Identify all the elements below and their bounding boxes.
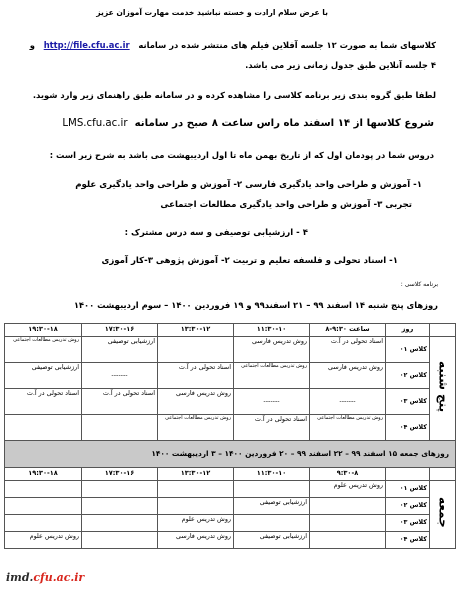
table-row [5,515,456,532]
schedule-cell [5,515,82,532]
schedule-cell [158,337,234,363]
header-cell: ساعت ۹:۳۰-۸ [310,324,386,337]
intro-line-1 [30,40,436,50]
header-cell: ۱۹:۳۰-۱۸ [5,324,82,337]
schedule-cell: ارزشیابی توصیفی [234,498,310,515]
friday-header-row [5,468,456,481]
schedule-cell: ارزشیابی توصیفی [5,363,82,389]
table-row [5,363,456,389]
schedule-cell: اسناد تحولی در آ.ت [310,337,386,363]
class-label: کلاس ۰۱ [386,337,430,363]
schedule-cell [5,481,82,498]
schedule-cell [82,498,158,515]
header-cell: ۱۱:۳۰-۱۰ [234,468,310,481]
schedule-cell: ارزشیابی توصیفی [82,337,158,363]
program-label: برنامه کلاسی : [400,281,438,288]
table-row [5,532,456,549]
header-cell: ۱۳:۳۰-۱۲ [158,468,234,481]
schedule-cell [234,515,310,532]
schedule-cell [82,515,158,532]
schedule-cell [310,515,386,532]
lms-url-link[interactable]: LMS.cfu.ac.ir [62,118,128,129]
schedule-cell: روش تدریس مطالعات اجتماعی [158,415,234,441]
day-label-thursday: پنج شنبه [430,337,456,441]
schedule-cell [82,532,158,549]
schedule-cell [310,532,386,549]
header-cell: ۹:۳۰-۸ [310,468,386,481]
table-row [5,481,456,498]
schedule-cell: اسناد تحولی در آ.ت [234,415,310,441]
class-label: کلاس ۰۴ [386,532,430,549]
table-row [5,498,456,515]
schedule-cell: روش تدریس مطالعات اجتماعی [234,363,310,389]
schedule-cell: اسناد تحولی در آ.ت [158,363,234,389]
courses-line-4: ۱- اسناد تحولی و فلسفه تعلیم و تربیت ۲- آموزش پژوهی ۳-کار آموزی [101,256,398,266]
schedule-cell [82,481,158,498]
class-label: کلاس ۰۲ [386,363,430,389]
friday-dates-text: روزهای جمعه ۱۵ اسفند ۹۹ – ۲۲ اسفند ۹۹ – ۲۰ فروردین ۱۴۰۰ – ۳ اردیبهشت ۱۴۰۰ [5,441,456,468]
schedule-cell: اسناد تحولی در آ.ت [82,389,158,415]
thursday-dates-line: روزهای پنج شنبه ۱۴ اسفند ۹۹ – ۲۱ اسفند۹۹ و ۱۹ فروردین ۱۴۰۰ – سوم اردیبهشت ۱۴۰۰ [73,300,438,310]
header-cell: ۱۷:۳۰-۱۶ [82,468,158,481]
class-label: کلاس ۰۳ [386,515,430,532]
header-cell: ۱۹:۳۰-۱۸ [5,468,82,481]
header-cell: ۱۳:۳۰-۱۲ [158,324,234,337]
schedule-cell: اسناد تحولی در آ.ت [5,389,82,415]
class-label: کلاس ۰۳ [386,389,430,415]
file-url-link[interactable]: http://file.cfu.ac.ir [43,40,130,50]
class-label: کلاس ۰۴ [386,415,430,441]
schedule-cell: روش تدریس علوم [5,532,82,549]
header-cell: روز [386,324,430,337]
thursday-header-row [5,324,456,337]
instruction-line: لطفا طبق گروه بندی زیر برنامه کلاسی را مشاهده کرده و در سامانه طبق راهنمای زیر وارد شوید. [32,90,436,100]
schedule-table [4,323,456,549]
day-label-friday: جمعه [430,481,456,549]
schedule-cell: روش تدریس علوم [310,481,386,498]
header-cell: ۱۷:۳۰-۱۶ [82,324,158,337]
intro-text: کلاسهای شما به صورت ۱۲ جلسه آفلاین فیلم های منتشر شده در سامانه [138,40,436,50]
intro-conjunction: و [29,40,35,50]
start-text: شروع کلاسها از ۱۴ اسفند ماه راس ساعت ۸ صبح در سامانه [134,118,434,129]
table-row [5,415,456,441]
schedule-cell: روش تدریس مطالعات اجتماعی [310,415,386,441]
schedule-cell [234,481,310,498]
table-row [5,337,456,363]
greeting-line: با عرض سلام ارادت و خسته نباشید خدمت مهارت آموزان عزیز [96,8,328,17]
courses-line-3: ۴ - ارزشیابی توصیفی و سه درس مشترک : [124,228,308,238]
schedule-cell [5,415,82,441]
class-label: کلاس ۰۲ [386,498,430,515]
class-label: کلاس ۰۱ [386,481,430,498]
schedule-cell: روش تدریس فارسی [234,337,310,363]
header-cell [386,468,430,481]
header-cell: ۱۱:۳۰-۱۰ [234,324,310,337]
schedule-cell: ------- [82,363,158,389]
schedule-cell [310,498,386,515]
schedule-cell [158,498,234,515]
intro-line-2: ۴ جلسه آنلاین طبق جدول زمانی زیر می باشد. [245,60,436,70]
schedule-cell: روش تدریس مطالعات اجتماعی [5,337,82,363]
header-day-spacer [430,468,456,481]
table-row [5,389,456,415]
courses-line-1: ۱- آموزش و طراحی واحد یادگیری فارسی ۲- آموزش و طراحی واحد یادگیری علوم [75,180,422,190]
schedule-cell [158,481,234,498]
site-watermark: imd.cfu.ac.ir [6,571,85,584]
courses-intro-line: دروس شما در پودمان اول که از تاریخ بهمن ماه تا اول اردیبهشت می باشد به شرح زیر است : [49,150,434,160]
schedule-cell: ارزشیابی توصیفی [234,532,310,549]
schedule-cell: ------- [234,389,310,415]
header-day-spacer [430,324,456,337]
schedule-cell: روش تدریس فارسی [310,363,386,389]
courses-line-2: تجربی ۳- آموزش و طراحی واحد یادگیری مطالعات اجتماعی [160,200,412,210]
start-line [62,118,434,130]
schedule-cell [5,498,82,515]
schedule-cell [82,415,158,441]
schedule-cell: روش تدریس فارسی [158,389,234,415]
schedule-cell: روش تدریس علوم [158,515,234,532]
friday-dates-banner [5,441,456,468]
schedule-cell: روش تدریس فارسی [158,532,234,549]
schedule-cell: ------- [310,389,386,415]
